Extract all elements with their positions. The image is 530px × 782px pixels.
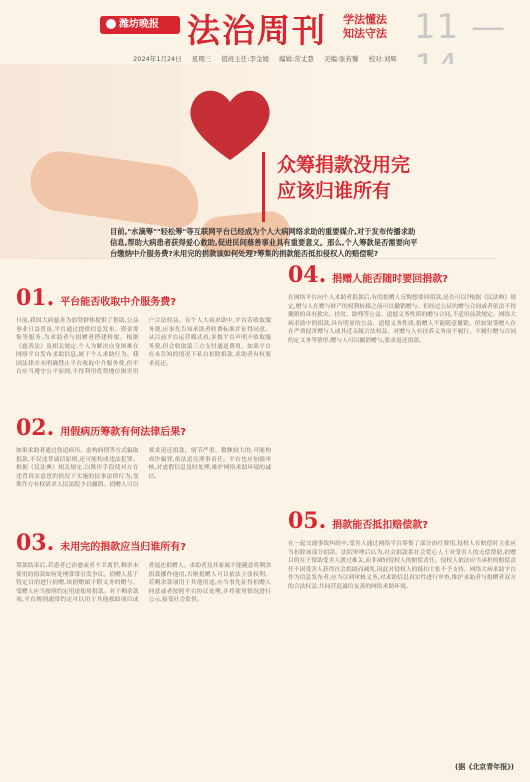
proofreader: 校对:刘辉 — [368, 55, 397, 63]
section-slogan — [343, 13, 387, 41]
section-body: 日前,我国大病慈善为弱势群体提供了帮助,公益事业日益普及,平台通过提供信息发布、资金筹集等服务,为求助者与捐赠者搭建桥梁。根据《慈善法》及相关规定,个人为解决自身困难在网络平台发布求助信息,属于个人求助行为。我国法律并未明确禁止平台收取中介服务费,但平台应当遵守公平原则,不得利用优势地位损害用户合法权益。在个人大病求助中,平台若收取服务费,应事先告知求助者收费标准并征得同意。从目前平台运营模式看,多数平台声明不收取服务费,但会收取第三方支付通道费用。如果平台在未告知的情况下私自扣除捐款,求助者有权要求返还。 — [16, 318, 271, 375]
section-01 — [16, 285, 271, 422]
section-number: 03. — [16, 530, 55, 556]
slogan-line-2: 知法守法 — [343, 27, 387, 40]
divider — [36, 258, 496, 259]
source-credit: (据《北京青年报》) — [455, 763, 514, 771]
headline-box — [262, 152, 477, 222]
section-number: 02. — [16, 415, 55, 441]
section-04 — [288, 262, 516, 529]
page-range: 11 — — [414, 7, 507, 47]
issue-weekday: 星期三 — [191, 55, 212, 63]
section-title: 法治周刊 — [187, 11, 327, 50]
masthead — [0, 0, 530, 62]
section-05 — [288, 508, 516, 780]
section-heading: 捐款能否抵扣赔偿款? — [332, 520, 429, 531]
section-body: 如果求助者通过伪造病历、虚构病情等方式骗取捐款,不仅违背诚信原则,还可能构成违法犯罪。根据《民法典》相关规定,以欺诈手段使对方在违背真实意思的情况下实施的民事法律行为,受欺诈方有权请求人民法院予以撤销。捐赠人可以要求返还捐款。情节严重、数额较大的,可能构成诈骗罪,依法追究刑事责任。平台也应加强审核,对虚假信息及时处理,维护网络求助环境的诚信。 — [16, 448, 271, 488]
section-number: 04. — [288, 262, 327, 288]
section-heading: 捐赠人能否随时要回捐款? — [332, 274, 449, 285]
designer: 美编:张若馨 — [323, 55, 359, 63]
intro-paragraph: 目前,"水滴筹""轻松筹"等互联网平台已经成为个人大病网络求助的重要媒介,对于发布传播求助信息,帮助大病患者获得爱心救助,促进民间慈善事业具有重要意义。那么,个人筹款是否需要向平台缴纳中介服务费?未用完的捐款该如何处理?筹集的捐款能否抵扣侵权人的赔偿呢? — [110, 227, 418, 258]
editor: 编辑:常丈慧 — [279, 55, 314, 63]
issue-date: 2024年1月24日 — [133, 55, 182, 63]
newspaper-name: 潍坊晚报 — [119, 19, 159, 30]
section-body: 筹款结束后,若患者已治愈或者不幸离世,剩余未使用的捐款如何处理常常引发争议。捐赠人基于特定目的进行捐赠,该捐赠属于附义务的赠与。受赠人应当按照约定用途使用捐款。对于剩余款项,平台规则通常约定可以用于其他救助项目或者退还捐赠人。求助者及其家属不能随意将剩余捐款挪作他用,否则捐赠人可以依法主张权利。若剩余款项用于其他用途,应当事先征得捐赠人同意或者按照平台协议处理,并将使用情况进行公示,接受社会监督。 — [16, 563, 271, 603]
headline-line-2: 应该归谁所有 — [277, 180, 392, 202]
section-body: 在一起交通事故纠纷中,受害人通过网络平台筹集了部分治疗费用,侵权人在赔偿时主张应当扣除该部分捐款。法院审理后认为,社会捐款系社会爱心人士对受害人的无偿帮助,捐赠目的在于帮助受害人渡过难关,而非减轻侵权人的赔偿责任。侵权人依法应当承担的赔偿责任不因受害人获得社会捐助而减免,因此对侵权人的抵扣主张不予支持。网络大病求助平台作为信息发布者,应当尽到审核义务,对求助信息真实性进行审查,维护求助者与捐赠者双方的合法权益,共同营造诚信友善的网络求助环境。 — [288, 541, 516, 590]
section-heading: 用假病历筹款有何法律后果? — [60, 427, 187, 438]
section-number: 01. — [16, 285, 55, 311]
logo-circle-icon — [106, 19, 116, 29]
section-02 — [16, 415, 271, 542]
headline-line-1: 众筹捐款没用完 — [277, 154, 411, 176]
section-number: 05. — [288, 508, 327, 534]
dateline — [0, 54, 530, 63]
duty-director: 值班主任:李金媛 — [221, 55, 269, 63]
section-heading: 未用完的捐款应当归谁所有? — [60, 542, 187, 553]
section-heading: 平台能否收取中介服务费? — [60, 297, 177, 308]
slogan-line-1: 学法懂法 — [343, 13, 387, 26]
section-03 — [16, 530, 271, 772]
newspaper-logo — [100, 16, 180, 34]
section-body: 在网络平台向个人求助者捐款后,有的捐赠人反悔想要回捐款,是否可以?根据《民法典》规定,赠与人在赠与财产的权利转移之前可以撤销赠与。但经过公证的赠与合同或者依法不得撤销的具有救灾、扶贫、助残等公益、道德义务性质的赠与合同,不适用前款规定。网络大病求助中的捐款,具有明显的公益、道德义务性质,捐赠人不能随意撤销。但如果受赠人存在严重侵害赠与人或其近亲属合法权益、对赠与人有扶养义务而不履行、不履行赠与合同约定义务等情形,赠与人可以撤销赠与,要求返还捐款。 — [288, 295, 516, 344]
